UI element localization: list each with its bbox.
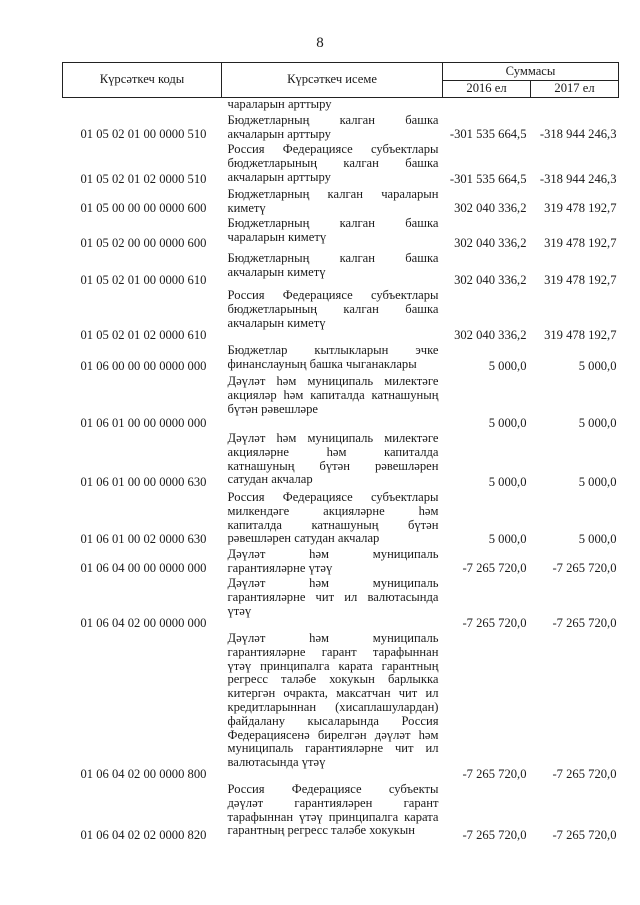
indicator-name-line: Россия Федерациясе субъекты xyxy=(227,782,439,796)
indicator-name-line: Бюджетларның калган башка xyxy=(227,216,439,230)
indicator-name-line: регресс таләбе хокукын барлыкка xyxy=(227,672,439,687)
indicator-name-line: капиталда катнашуның бүтән xyxy=(227,517,439,532)
indicators-table xyxy=(62,62,619,844)
indicator-name-line: Бюджетларның калган чараларын xyxy=(227,187,439,201)
indicator-name-line: рәвешләрен сатудан акчалар xyxy=(227,531,380,546)
indicator-name xyxy=(222,344,443,375)
continuation-text: чараларын арттыру xyxy=(227,97,332,111)
indicator-name-line: катнашуның бүтән рәвешләрен xyxy=(227,458,439,473)
indicator-code: 01 05 02 01 02 0000 610 xyxy=(80,328,207,343)
indicator-name xyxy=(222,432,443,491)
table-row xyxy=(63,632,619,783)
indicator-name-line: гарантияләрне үтәү xyxy=(227,560,333,575)
indicator-name-line: Федерациясенә бирелгән дәүләт һәм xyxy=(227,727,439,742)
sum-2017: -7 265 720,0 xyxy=(552,561,617,576)
indicator-code: 01 05 00 00 00 0000 600 xyxy=(80,201,207,216)
indicator-name-line: акчаларын арттыру xyxy=(227,169,331,184)
sum-2016: 302 040 336,2 xyxy=(454,273,527,288)
sum-2016: -7 265 720,0 xyxy=(462,616,527,631)
sum-2017: 319 478 192,7 xyxy=(544,328,617,343)
indicator-name-line: акцияләрне һәм капиталда xyxy=(227,444,439,459)
sum-2016: 5 000,0 xyxy=(488,532,527,547)
indicator-code: 01 06 01 00 00 0000 630 xyxy=(80,475,207,490)
indicator-name-line: үтәү принципалга карата гарантның xyxy=(227,658,439,673)
indicator-name-line: Бюджетларның калган башка xyxy=(227,251,439,265)
indicator-name-line: Дәүләт һәм муниципаль xyxy=(227,576,439,590)
indicator-code: 01 05 02 01 00 0000 510 xyxy=(80,127,207,142)
indicator-name-line: Дәүләт һәм муниципаль xyxy=(227,547,439,561)
indicator-name-line: Россия Федерациясе субъектлары xyxy=(227,142,439,156)
table-row xyxy=(63,783,619,844)
table-body xyxy=(63,98,619,845)
table-row xyxy=(63,143,619,188)
indicator-name xyxy=(222,491,443,548)
indicator-name-line: тарафыннан үтәү принципалга карата xyxy=(227,809,439,824)
sum-2016: 5 000,0 xyxy=(488,359,527,374)
sum-2017: 319 478 192,7 xyxy=(544,273,617,288)
indicator-name-line: бүтән рәвешләре xyxy=(227,401,318,416)
indicator-name-line: Бюджетларның калган башка xyxy=(227,113,439,127)
header-name: Күрсәткеч исеме xyxy=(222,63,443,98)
indicator-name-line: сатудан акчалар xyxy=(227,472,313,487)
table-row xyxy=(63,577,619,632)
sum-2017: -7 265 720,0 xyxy=(552,767,617,782)
sum-2016: 302 040 336,2 xyxy=(454,236,527,251)
indicator-code: 01 06 04 02 02 0000 820 xyxy=(80,828,207,843)
indicator-name-line: Россия Федерациясе субъектлары xyxy=(227,490,439,504)
table-row xyxy=(63,491,619,548)
indicator-name-line: акчаларын киметү xyxy=(227,315,326,330)
indicator-name xyxy=(222,289,443,344)
indicator-name-line: гарантның регресс таләбе хокукын xyxy=(227,823,415,838)
page-number: 8 xyxy=(316,35,324,51)
indicator-code: 01 06 01 00 00 0000 000 xyxy=(80,416,207,431)
indicator-name-line: акчаларын арттыру xyxy=(227,126,331,141)
table-row xyxy=(63,344,619,375)
indicator-name-line: бюджетларының калган башка xyxy=(227,301,439,316)
indicator-name-line: гарантияләрне гарант тарафыннан xyxy=(227,644,439,659)
indicator-name xyxy=(222,188,443,217)
sum-2016: -7 265 720,0 xyxy=(462,561,527,576)
indicator-name xyxy=(222,114,443,143)
sum-2016: -301 535 664,5 xyxy=(449,172,527,187)
indicator-name-line: файдалану кысаларында Россия xyxy=(227,713,439,728)
indicator-name-line: валютасында үтәү xyxy=(227,755,326,770)
table-row xyxy=(63,252,619,289)
indicator-code: 01 05 02 00 00 0000 600 xyxy=(80,236,207,251)
header-year-2016: 2016 ел xyxy=(443,81,531,98)
sum-2017: 319 478 192,7 xyxy=(544,201,617,216)
indicator-name-line: бюджетларының калган башка xyxy=(227,155,439,170)
indicator-name-line: китергән очракта, максатчан чит ил xyxy=(227,686,439,701)
table-row-continuation xyxy=(63,98,619,115)
indicator-code: 01 05 02 01 00 0000 610 xyxy=(80,273,207,288)
header-sum: Суммасы xyxy=(443,63,619,81)
table-row xyxy=(63,432,619,491)
indicator-name-line: Россия Федерациясе субъектлары xyxy=(227,288,439,302)
indicator-name-line: гарантияләрне чит ил валютасында xyxy=(227,589,439,604)
sum-2016: 5 000,0 xyxy=(488,416,527,431)
sum-2017: 5 000,0 xyxy=(578,532,617,547)
sum-2017: 319 478 192,7 xyxy=(544,236,617,251)
header-year-2017: 2017 ел xyxy=(531,81,619,98)
indicator-name-line: акчаларын киметү xyxy=(227,264,326,279)
indicator-name xyxy=(222,632,443,783)
sum-2017: -7 265 720,0 xyxy=(552,616,617,631)
sum-2016: 302 040 336,2 xyxy=(454,201,527,216)
indicator-name xyxy=(222,577,443,632)
table-row xyxy=(63,375,619,432)
indicator-name xyxy=(222,783,443,844)
indicator-code: 01 06 04 00 00 0000 000 xyxy=(80,561,207,576)
sum-2017: -318 944 246,3 xyxy=(539,172,617,187)
indicator-code: 01 06 04 02 00 0000 000 xyxy=(80,616,207,631)
table-row xyxy=(63,188,619,217)
indicator-name-line: Дәүләт һәм муниципаль милектәге xyxy=(227,431,439,445)
indicator-name-line: киметү xyxy=(227,200,266,215)
indicator-name-line: Бюджетлар кытлыкларын эчке xyxy=(227,343,439,357)
indicator-code: 01 06 01 00 02 0000 630 xyxy=(80,532,207,547)
indicator-name-line: кредитларыннан (хисаплашулардан) xyxy=(227,699,439,714)
sum-2017: -7 265 720,0 xyxy=(552,828,617,843)
sum-2016: -301 535 664,5 xyxy=(449,127,527,142)
sum-2016: 302 040 336,2 xyxy=(454,328,527,343)
indicator-name xyxy=(222,143,443,188)
indicator-name-line: милкендәге акцияләрне һәм xyxy=(227,503,439,518)
indicator-name-line: акцияләр һәм капиталда катнашуның xyxy=(227,387,439,402)
table-row xyxy=(63,217,619,252)
sum-2016: 5 000,0 xyxy=(488,475,527,490)
indicator-name xyxy=(222,252,443,289)
sum-2017: -318 944 246,3 xyxy=(539,127,617,142)
indicator-name-line: чараларын киметү xyxy=(227,229,327,244)
indicator-name-line: дәүләт гарантияләрен гарант xyxy=(227,795,439,810)
indicator-name xyxy=(222,217,443,252)
indicator-name-line: үтәү xyxy=(227,603,252,618)
indicator-name-line: Дәүләт һәм муниципаль xyxy=(227,631,439,645)
indicator-name xyxy=(222,548,443,577)
header-code: Күрсәткеч коды xyxy=(63,63,222,98)
sum-2017: 5 000,0 xyxy=(578,359,617,374)
table-row xyxy=(63,114,619,143)
sum-2017: 5 000,0 xyxy=(578,416,617,431)
indicator-code: 01 06 00 00 00 0000 000 xyxy=(80,359,207,374)
sum-2016: -7 265 720,0 xyxy=(462,828,527,843)
indicator-code: 01 06 04 02 00 0000 800 xyxy=(80,767,207,782)
sum-2017: 5 000,0 xyxy=(578,475,617,490)
indicator-name xyxy=(222,375,443,432)
table-row xyxy=(63,289,619,344)
indicator-name-line: Дәүләт һәм муниципаль милектәге xyxy=(227,374,439,388)
indicator-name-line: муниципаль гарантияләрне чит ил xyxy=(227,741,439,756)
table-row xyxy=(63,548,619,577)
sum-2016: -7 265 720,0 xyxy=(462,767,527,782)
indicator-name-line: финанслауның башка чыганаклары xyxy=(227,356,417,371)
indicator-code: 01 05 02 01 02 0000 510 xyxy=(80,172,207,187)
